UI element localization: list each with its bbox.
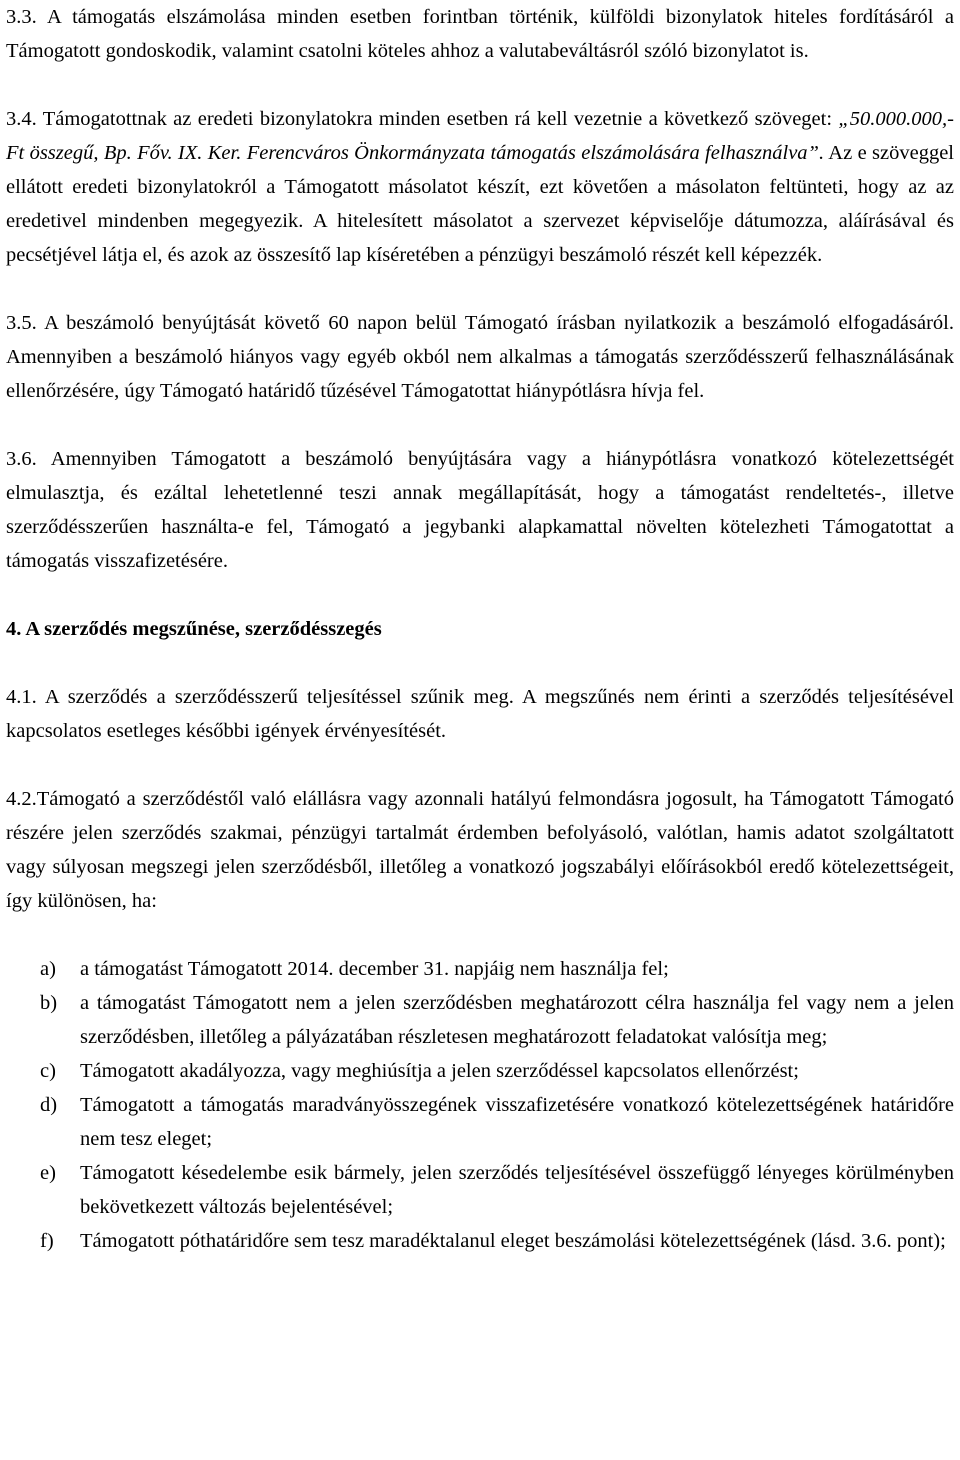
list-item-text: Támogatott akadályozza, vagy meghiúsítja a jelen szerződéssel kapcsolatos ellenőrzést;: [80, 1060, 799, 1082]
section-heading-4: 4. A szerződés megszűnése, szerződésszegés: [6, 618, 382, 640]
list-item-text: Támogatott a támogatás maradványösszegének visszafizetésére vonatkozó kötelezettségének határidőre nem tesz eleget;: [80, 1094, 954, 1150]
list-item: [6, 1054, 954, 1088]
paragraph-4-1: 4.1. A szerződés a szerződésszerű teljesítéssel szűnik meg. A megszűnés nem érinti a szerződés teljesítésével kapcsolatos esetleges későbbi igények érvényesítését.: [6, 686, 954, 742]
paragraph-3-4-rest: Az e szöveggel ellátott eredeti bizonylatokról a Támogatott másolatot készít, ezt követően a másolaton feltünteti, hogy az az eredetivel mindenben megegyezik. A hitelesített másolatot a szervezet képviselője dátumozza, aláírásával és pecsétjével látja el, és azok az összesítő lap kíséretében a pénzügyi beszámoló részét kell képezzék.: [6, 142, 954, 266]
list-item-text: a támogatást Támogatott 2014. december 31. napjáig nem használja fel;: [80, 958, 669, 980]
list-item-text: a támogatást Támogatott nem a jelen szerződésben meghatározott célra használja fel vagy nem a jelen szerződésben, illetőleg a pályázatában részletesen meghatározott feladatokat valósítja meg;: [80, 992, 954, 1048]
list-item: [6, 986, 954, 1054]
termination-conditions-list: [6, 952, 954, 1258]
list-item-marker: f): [40, 1230, 54, 1252]
paragraph-3-3: 3.3. A támogatás elszámolása minden esetben forintban történik, külföldi bizonylatok hiteles fordításáról a Támogatott gondoskodik, valamint csatolni köteles ahhoz a valutabeváltásról szóló bizonylatot is.: [6, 6, 954, 62]
paragraph-3-5: 3.5. A beszámoló benyújtását követő 60 napon belül Támogató írásban nyilatkozik a beszámoló elfogadásáról. Amennyiben a beszámoló hiányos vagy egyéb okból nem alkalmas a támogatás szerződésszerű felhasználásának ellenőrzésére, úgy Támogató határidő tűzésével Támogatottat hiánypótlásra hívja fel.: [6, 312, 954, 402]
list-item-marker: a): [40, 958, 56, 980]
paragraph-3-4-quote: „50.000.000,- Ft összegű, Bp. Főv. IX. Ker. Ferencváros Önkormányzata támogatás elszámolására felhasználva”.: [6, 108, 954, 164]
list-item-text: Támogatott késedelembe esik bármely, jelen szerződés teljesítésével összefüggő lényeges körülményben bekövetkezett változás bejelentésével;: [80, 1162, 954, 1218]
list-item: [6, 1156, 954, 1224]
list-item: [6, 952, 954, 986]
paragraph-3-6: 3.6. Amennyiben Támogatott a beszámoló benyújtására vagy a hiánypótlásra vonatkozó kötelezettségét elmulasztja, és ezáltal lehetetlenné teszi annak megállapítását, hogy a támogatást rendeltetés-, illetve szerződésszerűen használta-e fel, Támogató a jegybanki alapkamattal növelten kötelezheti Támogatottat a támogatás visszafizetésére.: [6, 448, 954, 572]
paragraph-3-4-lead: 3.4. Támogatottnak az eredeti bizonylatokra minden esetben rá kell vezetnie a következő szöveget:: [6, 108, 839, 130]
document-page: [6, 0, 954, 1258]
list-item: [6, 1224, 954, 1258]
list-item-marker: d): [40, 1094, 58, 1116]
list-item-marker: b): [40, 992, 58, 1014]
list-item-marker: e): [40, 1162, 56, 1184]
paragraph-3-4: [6, 102, 954, 272]
list-item: [6, 1088, 954, 1156]
list-item-marker: c): [40, 1060, 56, 1082]
paragraph-4-2: 4.2.Támogató a szerződéstől való elállásra vagy azonnali hatályú felmondásra jogosult, ha Támogatott Támogató részére jelen szerződés szakmai, pénzügyi tartalmát érdemben befolyásoló, valótlan, hamis adatot szolgáltatott vagy súlyosan megszegi jelen szerződésből, illetőleg a vonatkozó jogszabályi előírásokból eredő kötelezettségeit, így különösen, ha:: [6, 788, 954, 912]
list-item-text: Támogatott póthatáridőre sem tesz maradéktalanul eleget beszámolási kötelezettségének (lásd. 3.6. pont);: [80, 1230, 946, 1252]
